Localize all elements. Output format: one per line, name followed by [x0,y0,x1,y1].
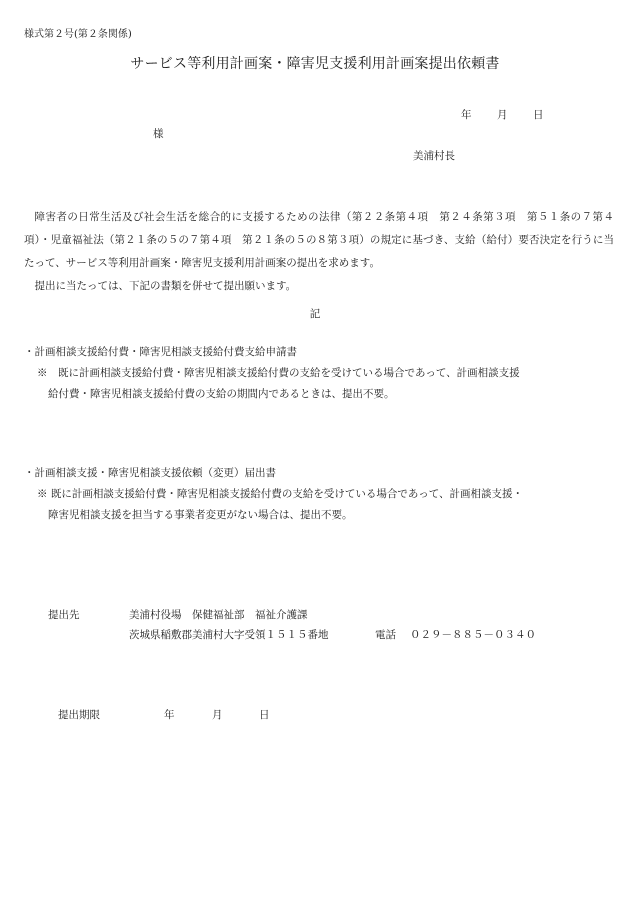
sender-name: 美浦村長 [413,150,455,162]
deadline-year-label: 年 [164,709,175,721]
date-month-label: 月 [497,109,508,121]
date-year-label: 年 [461,109,472,121]
addressee-honorific: 様 [153,128,164,140]
item-1-note-line1: ※ 既に計画相談支援給付費・障害児相談支援給付費の支給を受けている場合であって、計画相談支援 [37,367,520,379]
submission-office: 美浦村役場 保健福祉部 福祉介護課 [129,609,308,621]
submission-label: 提出先 [48,609,80,621]
body-paragraph: 提出に当たっては、下記の書類を併せて提出願います。 [34,280,297,292]
ki-heading: 記 [309,308,321,320]
body-paragraph: 障害者の日常生活及び社会生活を総合的に支援するための法律（第２２条第４項 第２４条第３項 第５１条の７第４項）・児童福祉法（第２１条の５の７第４項 第２１条の５の８第３項）の規定に基づき、支給（給付）要否決定を行うに当たって、サービス等利用計画案・障害児支援利用計画案の提出を求めます。 [24,211,614,269]
item-1-title: ・計画相談支援給付費・障害児相談支援給付費支給申請書 [24,346,297,358]
deadline-month-label: 月 [212,709,223,721]
body-text [24,206,614,298]
item-2-note-line2: 障害児相談支援を担当する事業者変更がない場合は、提出不要。 [48,509,353,521]
phone-number: ０２９－８８５－０３４０ [410,629,536,641]
item-2-note-line1: ※ 既に計画相談支援給付費・障害児相談支援給付費の支給を受けている場合であって、計画相談支援・ [37,488,524,500]
phone-label: 電話 [375,629,396,641]
date-day-label: 日 [533,109,544,121]
item-2-title: ・計画相談支援・障害児相談支援依頼（変更）届出書 [24,467,276,479]
submission-address: 茨城県稲敷郡美浦村大字受領１５１５番地 [129,629,329,641]
deadline-day-label: 日 [259,709,270,721]
item-1-note-line2: 給付費・障害児相談支援給付費の支給の期間内であるときは、提出不要。 [48,388,395,400]
document-title: サービス等利用計画案・障害児支援利用計画案提出依頼書 [130,56,500,72]
form-number: 様式第２号(第２条関係) [24,29,132,40]
deadline-label: 提出期限 [58,709,100,721]
